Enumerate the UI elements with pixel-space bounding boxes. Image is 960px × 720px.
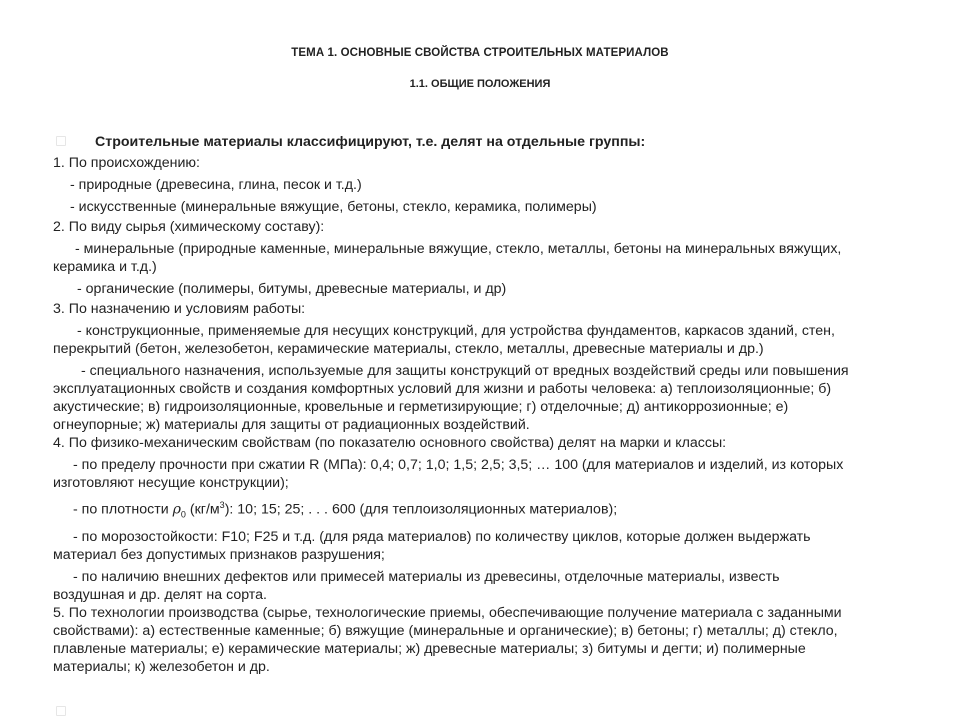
- item-organic: - органические (полимеры, битумы, древесные материалы, и др): [77, 281, 507, 297]
- item-structural: - конструкционные, применяемые для несущих конструкций, для устройства фундаментов, каркасов зданий, стен,: [77, 323, 835, 339]
- item-defects: - по наличию внешних дефектов или примесей материалы из древесины, отделочные материалы, известь: [73, 568, 780, 585]
- item-artificial: - искусственные (минеральные вяжущие, бетоны, стекло, керамика, полимеры): [70, 199, 597, 215]
- item-special-cont-2: акустические; в) гидроизоляционные, кровельные и герметизирующие; г) отделочные; д) антикоррозионные; е): [53, 399, 789, 415]
- category-technology: 5. По технологии производства (сырье, технологические приемы, обеспечивающие получение материала с заданными: [53, 604, 842, 621]
- category-technology-cont-3: материалы; к) железобетон и др.: [53, 658, 270, 675]
- item-structural-cont: перекрытий (бетон, железобетон, керамические материалы, стекло, металлы, древесные материалы и др.): [53, 341, 764, 357]
- item-special: - специального назначения, используемые для защиты конструкций от вредных воздействий среды или повышения: [81, 363, 849, 379]
- document-title: ТЕМА 1. ОСНОВНЫЕ СВОЙСТВА СТРОИТЕЛЬНЫХ МАТЕРИАЛОВ: [291, 47, 669, 59]
- rho-symbol: ρ: [172, 501, 181, 518]
- category-technology-cont-2: плавленые материалы; е) керамические материалы; ж) древесные материалы; з) битумы и дегти; и) полимерные: [53, 640, 806, 657]
- density-unit: (кг/м: [185, 501, 220, 518]
- item-special-cont-1: эксплуатационных свойств и создания комфортных условий для жизни и работы человека: а) теплоизоляционные; б): [53, 381, 832, 397]
- category-physical: 4. По физико-механическим свойствам (по показателю основного свойства) делят на марки и классы:: [53, 435, 727, 451]
- density-prefix: - по плотности: [73, 501, 173, 518]
- item-density: [53, 496, 948, 524]
- item-strength: - по пределу прочности при сжатии R (МПа): 0,4; 0,7; 1,0; 1,5; 2,5; 3,5; … 100 (для материалов и изделий, из которых: [73, 457, 844, 473]
- classification-text: [53, 130, 948, 676]
- item-mineral: - минеральные (природные каменные, минеральные вяжущие, стекло, металлы, бетоны на минеральных вяжущих,: [75, 241, 842, 257]
- density-values: ): 10; 15; 25; . . . 600 (для теплоизоляционных материалов);: [224, 501, 618, 518]
- cubic-superscript: 3: [219, 500, 225, 510]
- item-natural: - природные (древесина, глина, песок и т.д.): [70, 177, 362, 193]
- category-technology-cont-1: свойствами): а) естественные каменные; б) вяжущие (минеральные и органические); в) бетоны; г) металлы; д) стекло,: [53, 622, 838, 639]
- bullet-marker-bottom: [56, 706, 66, 716]
- item-mineral-cont: керамика и т.д.): [53, 259, 157, 275]
- classification-heading: Строительные материалы классифицируют, т.е. делят на отдельные группы:: [95, 134, 646, 150]
- category-raw-material: 2. По виду сырья (химическому составу):: [53, 219, 325, 235]
- item-frost-cont: материал без допустимых признаков разрушения;: [53, 546, 385, 563]
- item-frost: - по морозостойкости: F10; F25 и т.д. (для ряда материалов) по количеству циклов, которые должен выдержать: [73, 528, 811, 545]
- item-defects-cont: воздушная и др. делят на сорта.: [53, 586, 267, 603]
- rho-subscript: 0: [180, 509, 186, 520]
- item-special-cont-3: огнеупорные; ж) материалы для защиты от радиационных воздействий.: [53, 417, 530, 433]
- category-purpose: 3. По назначению и условиям работы:: [53, 301, 306, 317]
- section-subtitle: 1.1. ОБЩИЕ ПОЛОЖЕНИЯ: [409, 78, 551, 90]
- category-origin: 1. По происхождению:: [53, 155, 200, 171]
- item-strength-cont: изготовляют несущие конструкции);: [53, 475, 289, 491]
